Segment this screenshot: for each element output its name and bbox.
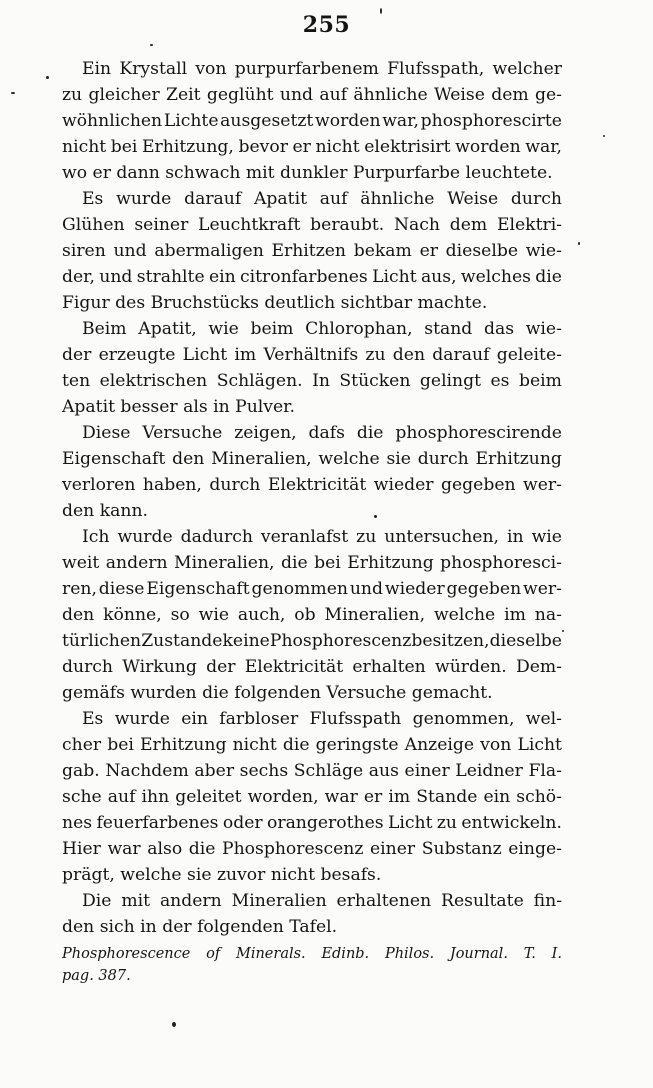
word: feuerfarbenes	[96, 813, 219, 833]
word: Apatit,	[138, 319, 197, 339]
word: Mineralien,	[174, 553, 275, 573]
text-line	[62, 342, 562, 368]
text-line	[62, 108, 562, 134]
word: erzeugte	[98, 345, 176, 365]
word: Phosphorescence	[62, 946, 191, 962]
word: phosphoresci-	[440, 553, 562, 573]
word: dem	[449, 215, 488, 235]
footnote	[62, 943, 562, 987]
word: durch	[510, 189, 562, 209]
word: Krystall	[119, 59, 188, 79]
word: Es	[82, 709, 104, 729]
word: Mineralien,	[211, 449, 312, 469]
word: ren,	[62, 579, 97, 599]
text-line	[62, 186, 562, 212]
word: wie	[198, 605, 230, 625]
word: so	[170, 605, 190, 625]
word: auch,	[237, 605, 286, 625]
text-line	[62, 368, 562, 394]
word: wie	[208, 319, 239, 339]
word: die	[282, 735, 310, 755]
word: erhalten	[352, 657, 426, 677]
word: Elektri-	[496, 215, 562, 235]
word: welche	[318, 449, 380, 469]
word: gegeben	[440, 475, 516, 495]
word: wie	[531, 527, 562, 547]
word: Flufsspath,	[387, 59, 485, 79]
word: I.	[551, 946, 562, 962]
word: Licht	[372, 267, 417, 287]
word: Elektricität	[267, 475, 367, 495]
paragraph	[62, 524, 562, 706]
print-speck	[46, 76, 49, 79]
text-line	[62, 446, 562, 472]
word: entwickeln.	[461, 813, 562, 833]
word: das	[483, 319, 515, 339]
word: im	[504, 605, 526, 625]
word: es	[490, 371, 510, 391]
word: genommen	[251, 579, 348, 599]
word: Zustande	[141, 631, 223, 651]
word: durch	[62, 657, 113, 677]
word: weit	[62, 553, 100, 573]
word: Elektricität	[244, 657, 344, 677]
paragraph	[62, 420, 562, 524]
word: Anzeige	[404, 735, 475, 755]
word: wie-	[525, 241, 562, 261]
word: Phosphorescenz	[222, 839, 364, 859]
word: nicht	[315, 137, 360, 157]
word: Weise	[447, 189, 499, 209]
word: der	[206, 657, 236, 677]
text-line	[62, 784, 562, 810]
word: einer	[404, 761, 450, 781]
word: war	[324, 787, 358, 807]
word: of	[206, 946, 221, 962]
word: ob	[294, 605, 316, 625]
word: Erhitzen	[271, 241, 347, 261]
word: ten	[62, 371, 91, 391]
word: wel-	[525, 709, 562, 729]
word: worden,	[247, 787, 319, 807]
word: Mineralien	[231, 891, 327, 911]
word: haben,	[142, 475, 202, 495]
paragraph	[62, 56, 562, 186]
word: Ein	[82, 59, 112, 79]
word: Resultate	[441, 891, 524, 911]
text-line: prägt, welche sie zuvor nicht besafs.	[62, 865, 382, 885]
word: geringste	[315, 735, 399, 755]
word: Licht	[387, 813, 433, 833]
word: türlichen	[62, 631, 142, 651]
word: auf	[319, 85, 348, 105]
word: nes	[62, 813, 93, 833]
print-speck	[380, 8, 382, 14]
text-line: gemäfs wurden die folgenden Versuche gemacht.	[62, 683, 493, 703]
word: dadurch	[180, 527, 253, 547]
word: gab.	[62, 761, 100, 781]
word: diese	[98, 579, 145, 599]
word: bei	[107, 735, 134, 755]
text-line	[62, 628, 562, 654]
word: veranlafst	[260, 527, 349, 547]
word: strahlte	[136, 267, 205, 287]
text-line: den kann.	[62, 501, 148, 521]
word: er	[292, 137, 311, 157]
word: nicht	[62, 137, 107, 157]
word: untersuchen,	[384, 527, 500, 547]
word: Fla-	[528, 761, 562, 781]
text-line	[62, 576, 562, 602]
word: er	[419, 241, 438, 261]
word: ge-	[534, 85, 562, 105]
word: Nachdem	[105, 761, 189, 781]
word: ähnliche	[360, 189, 435, 209]
word: Zeit	[166, 85, 201, 105]
word: genommen,	[412, 709, 515, 729]
word: wer-	[523, 475, 562, 495]
word: dafs	[308, 423, 345, 443]
word: war	[107, 839, 141, 859]
word: welche	[433, 605, 496, 625]
word: schö-	[516, 787, 562, 807]
word: aber	[194, 761, 235, 781]
print-speck	[578, 242, 580, 245]
print-speck	[172, 1022, 176, 1027]
text-line	[62, 420, 562, 446]
word: fin-	[533, 891, 562, 911]
word: war,	[382, 111, 419, 131]
word: also	[147, 839, 183, 859]
word: die	[188, 839, 216, 859]
word: welcher	[492, 59, 562, 79]
text-line: Apatit besser als in Pulver.	[62, 397, 295, 417]
word: Stande	[416, 787, 478, 807]
paragraph	[62, 316, 562, 420]
word: der	[62, 345, 92, 365]
word: durch	[417, 449, 469, 469]
print-speck	[150, 44, 153, 46]
word: orangerothes	[267, 813, 384, 833]
word: Lichte	[163, 111, 219, 131]
text-line: Figur des Bruchstücks deutlich sichtbar machte.	[62, 293, 488, 313]
word: dieselbe	[489, 631, 562, 651]
word: Wirkung	[122, 657, 197, 677]
word: Flufsspath	[309, 709, 402, 729]
word: dem	[491, 85, 529, 105]
word: auf	[107, 787, 136, 807]
word: farbloser	[219, 709, 299, 729]
word: na-	[534, 605, 562, 625]
word: cher	[62, 735, 102, 755]
word: geleite-	[496, 345, 562, 365]
word: dieselbe	[445, 241, 518, 261]
word: Phosphorescenz	[269, 631, 412, 651]
word: ein	[483, 787, 511, 807]
word: bei	[110, 137, 138, 157]
paragraph	[62, 888, 562, 940]
print-speck	[11, 92, 15, 94]
word: war,	[525, 137, 562, 157]
word: zu	[62, 85, 83, 105]
body-text	[62, 56, 562, 940]
word: zu	[356, 527, 377, 547]
word: Minerals.	[235, 946, 306, 962]
word: durch	[209, 475, 261, 495]
word: andern	[159, 891, 222, 911]
word: Eigenschaft	[62, 449, 166, 469]
text-line: pag. 387.	[62, 968, 131, 984]
word: würden.	[434, 657, 507, 677]
word: sie	[386, 449, 411, 469]
paragraph	[62, 186, 562, 316]
word: beim	[250, 319, 294, 339]
word: Dem-	[515, 657, 562, 677]
word: Verhältnifs	[263, 345, 359, 365]
text-line	[62, 732, 562, 758]
word: Es	[82, 189, 104, 209]
word: worden	[315, 111, 381, 131]
word: wurde	[117, 527, 173, 547]
word: Eigenschaft	[146, 579, 250, 599]
print-speck	[562, 630, 564, 632]
word: bevor	[238, 137, 288, 157]
word: Versuche	[142, 423, 223, 443]
word: und	[279, 85, 314, 105]
word: darauf	[432, 345, 490, 365]
word: Hier	[62, 839, 101, 859]
word: Nach	[394, 215, 440, 235]
word: T.	[523, 946, 536, 962]
word: Edinb.	[321, 946, 370, 962]
word: gegeben	[446, 579, 522, 599]
word: erhaltenen	[336, 891, 432, 911]
text-line	[62, 550, 562, 576]
text-line	[62, 316, 562, 342]
word: nicht	[232, 735, 277, 755]
text-line	[62, 238, 562, 264]
word: darauf	[184, 189, 242, 209]
word: Glühen	[62, 215, 125, 235]
word: Chlorophan,	[305, 319, 413, 339]
word: oder	[222, 813, 263, 833]
word: er	[363, 787, 383, 807]
text-line	[62, 758, 562, 784]
word: Licht	[182, 345, 228, 365]
text-line: den sich in der folgenden Tafel.	[62, 917, 338, 937]
word: mit	[121, 891, 151, 911]
word: Schlägen.	[216, 371, 303, 391]
word: den	[392, 345, 426, 365]
word: Leidner	[455, 761, 523, 781]
word: Beim	[82, 319, 127, 339]
text-line	[62, 943, 562, 965]
text-line	[62, 134, 562, 160]
word: wer-	[523, 579, 562, 599]
text-line	[62, 602, 562, 628]
word: ein	[181, 709, 208, 729]
word: wurde	[116, 189, 172, 209]
text-line	[62, 82, 562, 108]
text-line	[62, 706, 562, 732]
word: sechs	[239, 761, 289, 781]
word: zu	[365, 345, 386, 365]
word: wieder	[373, 475, 434, 495]
word: phosphorescirende	[395, 423, 562, 443]
word: stand	[424, 319, 473, 339]
word: Substanz	[421, 839, 502, 859]
text-line	[62, 654, 562, 680]
word: elektrischen	[99, 371, 208, 391]
word: den	[62, 605, 95, 625]
word: Journal.	[449, 946, 508, 962]
word: im	[234, 345, 257, 365]
word: ähnliche	[353, 85, 428, 105]
word: Mineralien,	[324, 605, 426, 625]
word: Erhitzung	[347, 553, 434, 573]
word: geglüht	[206, 85, 274, 105]
word: beraubt.	[310, 215, 385, 235]
word: worden	[455, 137, 521, 157]
word: verloren	[62, 475, 136, 495]
word: die	[356, 423, 384, 443]
word: im	[388, 787, 411, 807]
word: einge-	[508, 839, 562, 859]
word: elektrisirt	[364, 137, 451, 157]
text-line: wo er dann schwach mit dunkler Purpurfarbe leuchtete.	[62, 163, 553, 183]
word: ihn	[141, 787, 170, 807]
word: siren	[62, 241, 106, 261]
text-line	[62, 264, 562, 290]
word: Die	[82, 891, 112, 911]
word: die	[280, 553, 308, 573]
word: keine	[222, 631, 270, 651]
word: Schläge	[293, 761, 364, 781]
word: auf	[319, 189, 348, 209]
word: bekam	[353, 241, 412, 261]
word: wöhnlichen	[62, 111, 163, 131]
word: seiner	[134, 215, 189, 235]
word: in	[507, 527, 524, 547]
word: Leuchtkraft	[198, 215, 301, 235]
word: In	[312, 371, 330, 391]
word: zeigen,	[234, 423, 297, 443]
word: beim	[518, 371, 562, 391]
word: den	[172, 449, 205, 469]
text-line	[62, 888, 562, 914]
word: purpurfarbenem	[234, 59, 379, 79]
text-line	[62, 212, 562, 238]
word: gleicher	[88, 85, 160, 105]
word: Erhitzung	[140, 735, 227, 755]
word: sche	[62, 787, 102, 807]
word: und	[99, 267, 133, 287]
word: von	[480, 735, 512, 755]
word: Erhitzung,	[142, 137, 234, 157]
word: die	[535, 267, 562, 287]
word: wurde	[114, 709, 170, 729]
print-speck	[374, 515, 377, 518]
word: ausgesetzt	[220, 111, 314, 131]
word: Stücken	[339, 371, 411, 391]
text-line	[62, 472, 562, 498]
word: Philos.	[384, 946, 435, 962]
word: Erhitzung	[475, 449, 562, 469]
word: der,	[62, 267, 95, 287]
word: geleitet	[175, 787, 242, 807]
word: phosphorescirte	[420, 111, 562, 131]
word: bei	[314, 553, 341, 573]
word: gelingt	[419, 371, 482, 391]
text-line	[62, 56, 562, 82]
word: könne,	[103, 605, 162, 625]
word: von	[195, 59, 227, 79]
word: zu	[436, 813, 457, 833]
print-speck	[603, 135, 605, 137]
paragraph	[62, 706, 562, 888]
word: wieder	[384, 579, 445, 599]
word: besitzen,	[411, 631, 490, 651]
word: welches	[460, 267, 531, 287]
word: citronfarbenes	[240, 267, 368, 287]
word: und	[113, 241, 147, 261]
text-line	[62, 524, 562, 550]
text-line	[62, 810, 562, 836]
word: Licht	[517, 735, 562, 755]
word: Apatit	[254, 189, 307, 209]
word: wie-	[525, 319, 562, 339]
word: Weise	[433, 85, 485, 105]
page-number: 255	[302, 12, 351, 38]
word: Ich	[82, 527, 110, 547]
word: andern	[105, 553, 168, 573]
word: aus	[368, 761, 399, 781]
word: Diese	[82, 423, 131, 443]
word: aus,	[420, 267, 457, 287]
text-line	[62, 836, 562, 862]
word: einer	[369, 839, 416, 859]
word: ein	[208, 267, 236, 287]
word: abermaligen	[154, 241, 264, 261]
word: und	[349, 579, 384, 599]
